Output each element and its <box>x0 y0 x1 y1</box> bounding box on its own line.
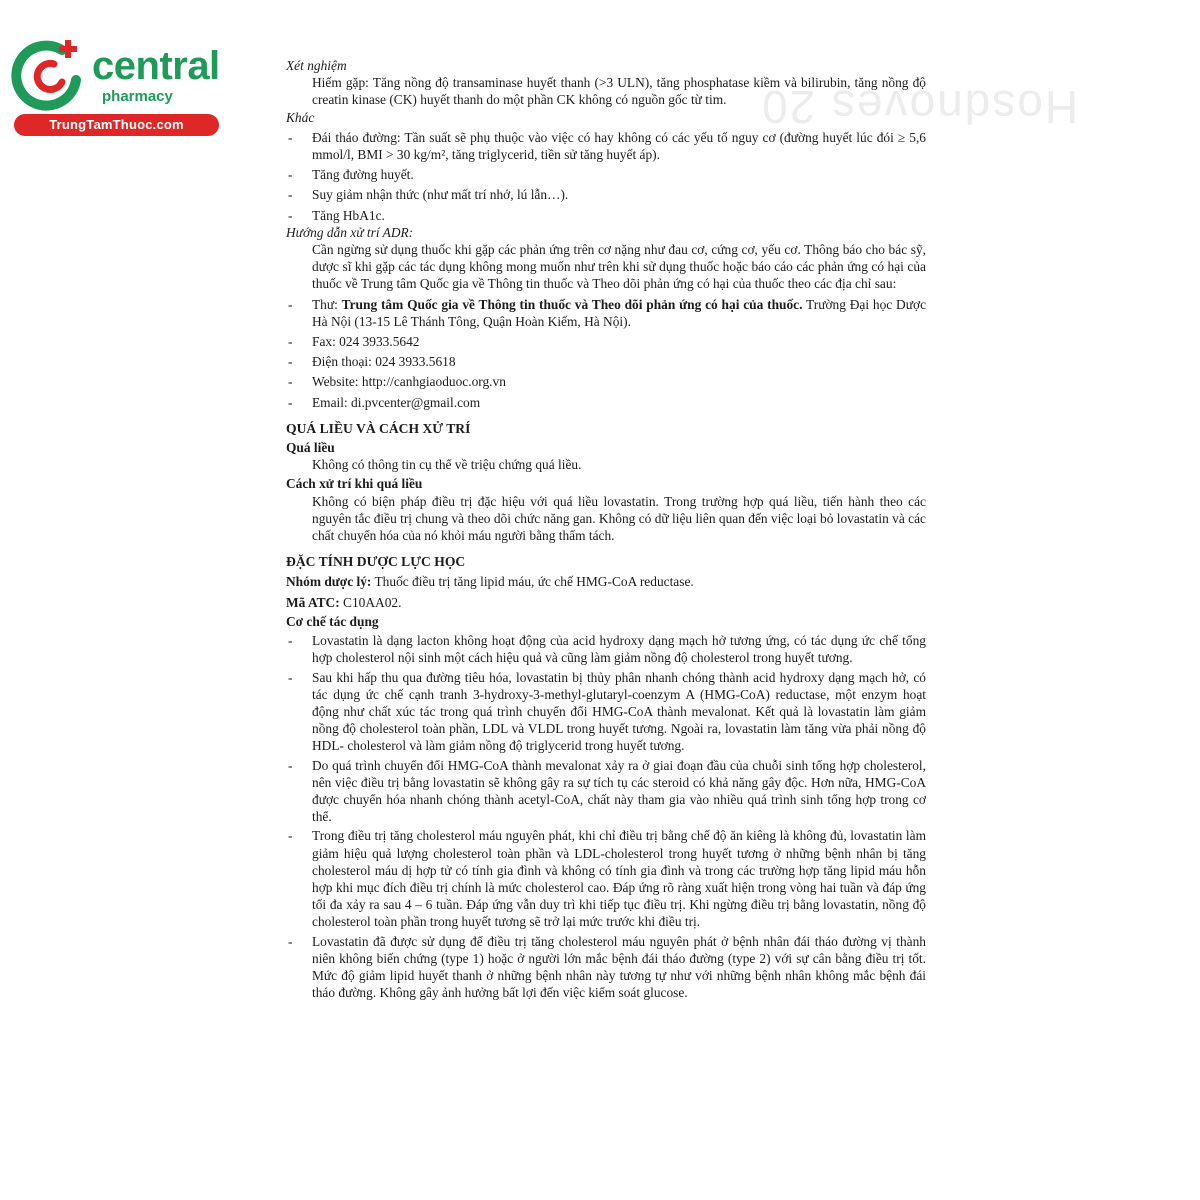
section-lab-tests-title: Xét nghiệm <box>286 58 347 73</box>
adr-fax: - Fax: 024 3933.5642 <box>286 333 926 350</box>
pharma-atc-label: Mã ATC: <box>286 594 340 610</box>
overdose-treatment-title: Cách xử trí khi quá liều <box>286 476 423 492</box>
mechanism-title: Cơ chế tác dụng <box>286 613 379 629</box>
logo-subtitle: pharmacy <box>102 88 173 105</box>
section-other-title: Khác <box>286 109 315 125</box>
adr-letter-center: Trung tâm Quốc gia về Thông tin thuốc và Theo dõi phản ứng có hại của thuốc. <box>341 296 803 312</box>
other-item: - Tăng đường huyết. <box>286 166 926 183</box>
section-adr-title: Hướng dẫn xử trí ADR: <box>286 224 414 240</box>
list-item: - Sau khi hấp thu qua đường tiêu hóa, lovastatin bị thủy phân nhanh chóng thành acid hydroxy dạng mạch hở, có tác dụng ức chế cạnh tranh 3-hydroxy-3-methyl-glutaryl-coenzym A (HMG-CoA) reductase, một enzym hoạt động như chất xúc tác trong quá trình chuyển đổi HMG-CoA thành mevalonat. Kết quả là lovastatin làm giảm nồng độ cholesterol toàn phần, LDL và VLDL trong huyết tương. Ngoài ra, lovastatin làm tăng vừa phải nồng độ HDL- cholesterol và làm giảm nồng độ triglycerid trong huyết tương. <box>286 669 926 755</box>
list-item: - Lovastatin là dạng lacton không hoạt động của acid hydroxy dạng mạch hở tương ứng, có tác dụng ức chế tổng hợp cholesterol nội sinh một cách hiệu quả và cũng làm giảm nồng độ cholesterol trong huyết tương. <box>286 632 926 666</box>
list-item: - Trong điều trị tăng cholesterol máu nguyên phát, khi chỉ điều trị bằng chế độ ăn kiêng là không đủ, lovastatin làm giảm hiệu quả lượng cholesterol toàn phần và LDL-cholesterol trong huyết tương ở những bệnh nhân bị tăng cholesterol máu dị hợp tử có tính gia đình và không có tính gia đình và trong các trường hợp tăng lipid máu hỗn hợp khi mục đích điều trị chính là mức cholesterol cao. Đáp ứng rõ ràng xuất hiện trong vòng hai tuần và đáp ứng tối đa xảy ra sau 4 – 6 tuần. Đáp ứng vẫn duy trì khi tiếp tục điều trị. Khi ngừng điều trị bằng lovastatin, nồng độ cholesterol toàn phần trong huyết tương sẽ trở lại mức trước khi điều trị. <box>286 827 926 930</box>
logo-site-banner: TrungTamThuoc.com <box>14 114 219 136</box>
bleed-through-text: Hosdnoves 20 <box>760 81 1079 133</box>
adr-email: - Email: di.pvcenter@gmail.com <box>286 394 926 411</box>
adr-letter-prefix: Thư: <box>312 296 342 312</box>
adr-letter-address: Trường Đại học Dược Hà Nội (13-15 Lê Thánh Tông, Quận Hoàn Kiếm, Hà Nội). <box>312 296 927 329</box>
adr-phone: - Điện thoại: 024 3933.5618 <box>286 353 926 370</box>
section-adr-text: Cần ngừng sử dụng thuốc khi gặp các phản ứng trên cơ nặng như đau cơ, cứng cơ, yếu cơ. Thông báo cho bác sỹ, dược sĩ khi gặp các tác dụng không mong muốn như trên khi sử dụng thuốc hoặc báo cáo các phản ứng có hại của thuốc về Trung tâm Quốc gia về Thông tin thuốc và Theo dõi phản ứng có hại của thuốc theo các địa chỉ sau: <box>312 242 926 292</box>
pharmacy-cross-icon <box>10 36 88 114</box>
central-pharmacy-logo <box>10 36 220 136</box>
pharma-atc-value: C10AA02. <box>339 594 402 610</box>
other-item: - Đái tháo đường: Tần suất sẽ phụ thuộc vào việc có hay không có các yếu tố nguy cơ (đường huyết lúc đói ≥ 5,6 mmol/l, BMI > 30 kg/m², tăng triglycerid, tiền sử tăng huyết áp). <box>286 129 926 163</box>
pharma-group <box>286 573 926 590</box>
pharma-atc <box>286 594 926 611</box>
adr-letter <box>286 296 926 330</box>
section-lab-tests-text: Hiếm gặp: Tăng nồng độ transaminase huyết thanh (>3 ULN), tăng phosphatase kiềm và bilirubin, tăng nồng độ creatin kinase (CK) huyết thanh do một phần CK không có nguồn gốc từ tim. <box>312 75 926 108</box>
overdose-text: Không có thông tin cụ thể về triệu chứng quá liều. <box>312 457 582 473</box>
other-item: - Tăng HbA1c. <box>286 207 926 224</box>
pharma-group-label: Nhóm dược lý: <box>286 574 372 590</box>
overdose-sub-title: Quá liều <box>286 440 335 456</box>
other-item: - Suy giảm nhận thức (như mất trí nhớ, lú lẫn…). <box>286 186 926 203</box>
pharma-group-value: Thuốc điều trị tăng lipid máu, ức chế HMG-CoA reductase. <box>371 574 694 590</box>
list-item: - Do quá trình chuyển đổi HMG-CoA thành mevalonat xảy ra ở giai đoạn đầu của chuỗi sinh tổng hợp cholesterol, nên việc điều trị bằng lovastatin sẽ không gây ra sự tích tụ các steroid có khả năng gây độc. Hơn nữa, HMG-CoA được chuyển hóa nhanh chóng thành acetyl-CoA, chất này tham gia vào nhiều quá trình sinh tổng hợp trong cơ thể. <box>286 757 926 826</box>
section-pharmacodynamics-title: ĐẶC TÍNH DƯỢC LỰC HỌC <box>286 554 466 570</box>
leaflet-page <box>286 57 926 1001</box>
adr-website: - Website: http://canhgiaoduoc.org.vn <box>286 373 926 390</box>
overdose-treatment-text: Không có biện pháp điều trị đặc hiệu với quá liều lovastatin. Trong trường hợp quá liều, tiến hành theo các nguyên tắc điều trị chung và theo dõi chức năng gan. Không có dữ liệu liên quan đến việc loại bỏ lovastatin và các chất chuyển hóa của nó khỏi máu người bằng thẩm tách. <box>312 493 926 544</box>
mechanism-list <box>286 632 926 1001</box>
section-overdose-title: QUÁ LIỀU VÀ CÁCH XỬ TRÍ <box>286 420 471 436</box>
list-item: - Lovastatin đã được sử dụng để điều trị tăng cholesterol máu nguyên phát ở bệnh nhân đái tháo đường vị thành niên không biến chứng (type 1) hoặc ở người lớn mắc bệnh đái tháo đường (type 2) với sự cân bằng điều trị tốt. Mức độ giảm lipid huyết thanh ở những bệnh nhân này tương tự như với những bệnh nhân không mắc bệnh đái tháo đường. Không gây ảnh hưởng bất lợi đến việc kiểm soát glucose. <box>286 933 926 1002</box>
logo-wordmark: central <box>92 44 220 88</box>
